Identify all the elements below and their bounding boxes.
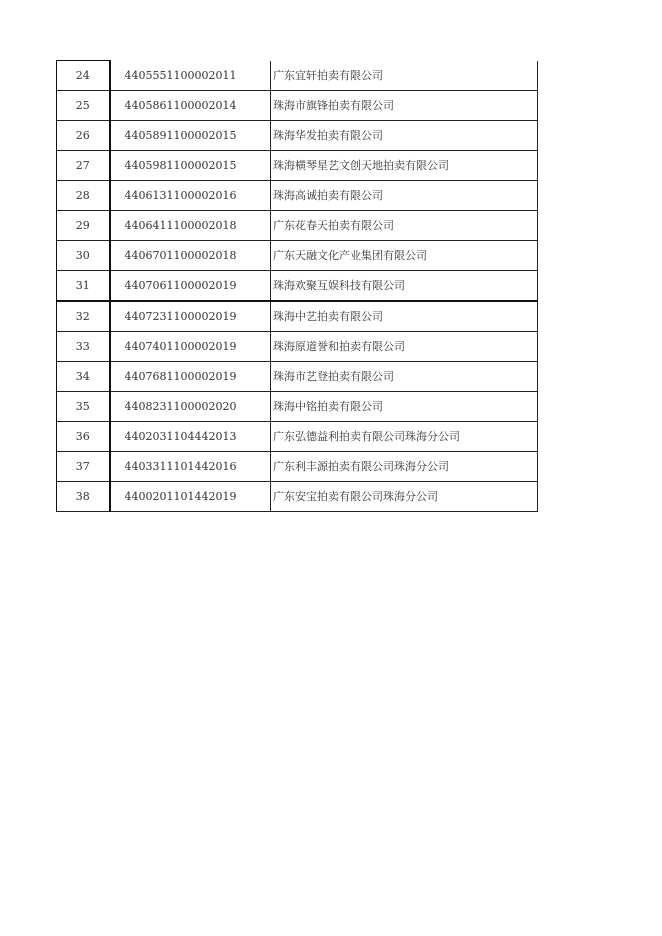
license-code: 4405981100002015: [110, 151, 271, 181]
row-number: 38: [57, 482, 110, 512]
company-name: 珠海市旗锋拍卖有限公司: [271, 91, 538, 121]
table-row: [57, 362, 538, 392]
row-number: 24: [57, 61, 110, 91]
table-row: [57, 241, 538, 271]
license-code: 4407681100002019: [110, 362, 271, 392]
row-number: 36: [57, 422, 110, 452]
row-number: 26: [57, 121, 110, 151]
license-code: 4405861100002014: [110, 91, 271, 121]
company-name: 珠海中艺拍卖有限公司: [271, 301, 538, 332]
company-name: 珠海中铭拍卖有限公司: [271, 392, 538, 422]
row-number: 31: [57, 271, 110, 302]
table-row: [57, 151, 538, 181]
registry-sheet: [56, 60, 538, 512]
company-name: 广东安宝拍卖有限公司珠海分公司: [271, 482, 538, 512]
license-code: 4403311101442016: [110, 452, 271, 482]
license-code: 4408231100002020: [110, 392, 271, 422]
table-row: [57, 452, 538, 482]
row-number: 28: [57, 181, 110, 211]
company-name: 珠海原道誉和拍卖有限公司: [271, 332, 538, 362]
table-row: [57, 61, 538, 91]
row-number: 25: [57, 91, 110, 121]
license-code: 4406131100002016: [110, 181, 271, 211]
table-row: [57, 91, 538, 121]
row-number: 34: [57, 362, 110, 392]
license-code: 4405891100002015: [110, 121, 271, 151]
license-code: 4407401100002019: [110, 332, 271, 362]
license-code: 4405551100002011: [110, 61, 271, 91]
license-code: 4402031104442013: [110, 422, 271, 452]
row-number: 35: [57, 392, 110, 422]
auction-company-table: [56, 60, 538, 512]
license-code: 4406411100002018: [110, 211, 271, 241]
row-number: 30: [57, 241, 110, 271]
company-name: 珠海市艺登拍卖有限公司: [271, 362, 538, 392]
table-row: [57, 121, 538, 151]
license-code: 4407061100002019: [110, 271, 271, 302]
company-name: 广东宜轩拍卖有限公司: [271, 61, 538, 91]
table-row: [57, 392, 538, 422]
company-name: 广东利丰源拍卖有限公司珠海分公司: [271, 452, 538, 482]
row-number: 33: [57, 332, 110, 362]
company-name: 广东弘德益利拍卖有限公司珠海分公司: [271, 422, 538, 452]
table-row: [57, 181, 538, 211]
license-code: 4406701100002018: [110, 241, 271, 271]
license-code: 4400201101442019: [110, 482, 271, 512]
table-row: [57, 422, 538, 452]
license-code: 4407231100002019: [110, 301, 271, 332]
company-name: 珠海高诚拍卖有限公司: [271, 181, 538, 211]
company-name: 珠海欢聚互娱科技有限公司: [271, 271, 538, 302]
company-name: 珠海华发拍卖有限公司: [271, 121, 538, 151]
table-row: [57, 211, 538, 241]
table-row: [57, 301, 538, 332]
row-number: 32: [57, 301, 110, 332]
company-name: 广东天融文化产业集团有限公司: [271, 241, 538, 271]
company-name: 珠海横琴星艺文创天地拍卖有限公司: [271, 151, 538, 181]
row-number: 37: [57, 452, 110, 482]
table-row: [57, 271, 538, 302]
table-row: [57, 332, 538, 362]
table-row: [57, 482, 538, 512]
table-body: [57, 61, 538, 512]
row-number: 27: [57, 151, 110, 181]
company-name: 广东花春天拍卖有限公司: [271, 211, 538, 241]
row-number: 29: [57, 211, 110, 241]
